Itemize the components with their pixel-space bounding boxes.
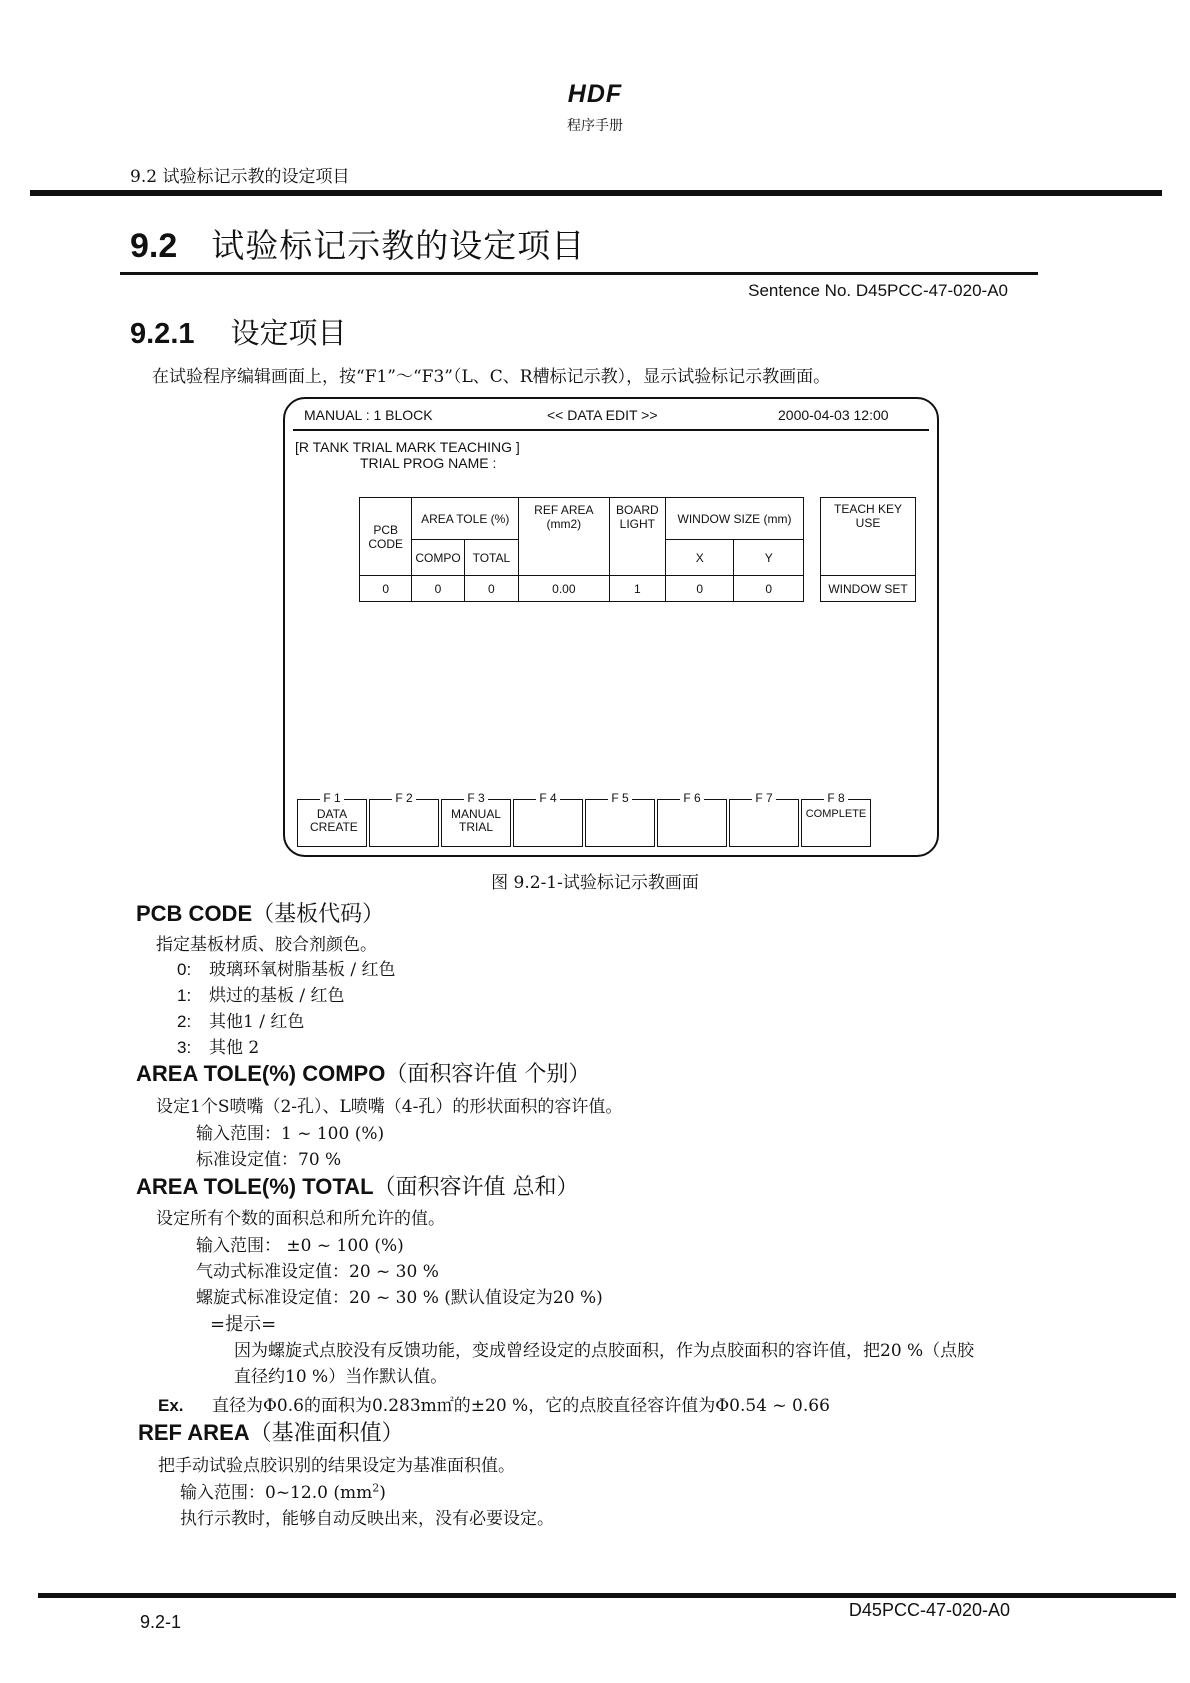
ref-area-range-sup: 2 [372,1481,380,1495]
example-line [158,1391,830,1416]
header-teach-key-use: TEACH KEY USE [821,498,916,576]
compo-heading [136,1057,590,1088]
f1-function-label: DATA CREATE [310,807,358,834]
f4-button[interactable] [513,791,583,847]
ref-area-range-text: 输入范围：0~12.0 (mm [180,1483,373,1503]
hint-line-2: 直径约10 %）当作默认值。 [234,1367,448,1387]
intro-text: 在试验程序编辑画面上，按“F1”～“F3”（L、C、R槽标记示教），显示试验标记示教画面。 [152,367,831,387]
compo-heading-en: AREA TOLE(%) COMPO [136,1061,386,1086]
figure-caption: 图 9.2-1-试验标记示教画面 [491,873,699,893]
total-desc: 设定所有个数的面积总和所允许的值。 [156,1209,445,1229]
hint-line-1: 因为螺旋式点胶没有反馈功能，变成曾经设定的点胶面积，作为点胶面积的容许值，把20 %（点胶 [234,1341,975,1361]
value-compo[interactable]: 0 [412,576,464,602]
header-pcb-code: PCB CODE [360,498,412,576]
f5-button[interactable] [585,791,655,847]
section-title: 试验标记示教的设定项目 [211,226,586,265]
header-compo: COMPO [412,540,464,576]
header-board-light: BOARD LIGHT [609,498,665,576]
ref-area-desc: 把手动试验点胶识别的结果设定为基准面积值。 [158,1456,515,1476]
pcb-code-heading-en: PCB CODE [136,901,253,926]
section-rule [120,272,1038,275]
value-ref-area[interactable]: 0.00 [519,576,610,602]
footer-rule [38,1593,1176,1598]
ref-area-note: 执行示教时，能够自动反映出来，没有必要设定。 [180,1509,554,1529]
teaching-screen [283,397,939,857]
compo-heading-zh: （面积容许值 个别） [385,1062,591,1087]
pcb-code-item-num: 1: [177,986,192,1005]
f8-key-label: F 8 [824,791,847,805]
total-heading [136,1170,579,1201]
pcb-code-desc: 指定基板材质、胶合剂颜色。 [156,935,377,955]
example-label: Ex. [158,1396,184,1415]
screen-mode: MANUAL : 1 BLOCK [304,407,433,423]
header-window-size: WINDOW SIZE (mm) [666,498,804,540]
hint-title: =提示= [210,1314,277,1335]
section-number: 9.2 [130,227,178,265]
pcb-code-item [177,955,396,980]
total-range: 输入范围： ±0 ~ 100 (%) [196,1236,404,1256]
pcb-code-item [177,1007,304,1032]
total-air-standard: 气动式标准设定值：20 ~ 30 % [196,1262,439,1282]
value-total[interactable]: 0 [464,576,518,602]
header-y: Y [734,540,804,576]
header-rule [30,190,1162,196]
ref-area-range-close: ) [379,1483,386,1503]
value-window-y[interactable]: 0 [734,576,804,602]
page-number: 9.2-1 [140,1612,182,1632]
section-heading [130,220,585,267]
pcb-code-item [177,1033,259,1058]
f6-button[interactable] [657,791,727,847]
f6-key-label: F 6 [680,791,703,805]
total-heading-zh: （面积容许值 总和） [373,1175,579,1200]
pcb-code-item-num: 3: [177,1038,192,1057]
f1-data-create-button[interactable] [297,791,367,847]
ref-area-heading-en: REF AREA [138,1420,250,1445]
header-area-tole: AREA TOLE (%) [412,498,519,540]
example-text: 直径为Φ0.6的面积为0.283m㎡的±20 %，它的点胶直径容许值为Φ0.54 ~ 0.66 [212,1396,830,1416]
teach-key-table [820,497,916,602]
compo-standard: 标准设定值：70 % [196,1150,342,1170]
brand-logo: HDF [567,80,623,108]
pcb-code-item-text: 玻璃环氧树脂基板 / 红色 [209,960,396,980]
pcb-code-item [177,981,345,1006]
f7-button[interactable] [729,791,799,847]
f2-button[interactable] [369,791,439,847]
pcb-code-item-text: 其他 2 [209,1038,260,1058]
f8-function-label: COMPLETE [805,808,867,820]
f2-key-label: F 2 [392,791,415,805]
f8-complete-button[interactable] [801,791,871,847]
window-set-button[interactable]: WINDOW SET [821,576,916,602]
f7-key-label: F 7 [752,791,775,805]
header-ref-area: REF AREA (mm2) [519,498,610,576]
ref-area-heading [138,1416,404,1447]
f3-manual-trial-button[interactable] [441,791,511,847]
sentence-number: Sentence No. D45PCC-47-020-A0 [748,281,1008,300]
pcb-code-heading [136,897,384,928]
header-x: X [666,540,734,576]
subsection-number: 9.2.1 [130,318,195,350]
value-window-x[interactable]: 0 [666,576,734,602]
value-pcb-code[interactable]: 0 [360,576,412,602]
pcb-code-item-text: 其他1 / 红色 [209,1012,305,1032]
screen-title: << DATA EDIT >> [547,407,658,423]
trial-prog-name-label: TRIAL PROG NAME : [360,455,497,471]
f4-key-label: F 4 [536,791,559,805]
settings-table [359,497,804,602]
compo-desc: 设定1个S喷嘴（2-孔）、L喷嘴（4-孔）的形状面积的容许值。 [156,1097,623,1117]
screen-datetime: 2000-04-03 12:00 [778,407,889,423]
f3-function-label: MANUAL TRIAL [450,807,501,834]
pcb-code-item-text: 烘过的基板 / 红色 [209,986,345,1006]
subsection-title: 设定项目 [230,316,347,350]
running-title: 9.2 试验标记示教的设定项目 [130,167,350,187]
pcb-code-heading-zh: （基板代码） [252,902,385,927]
value-board-light[interactable]: 1 [609,576,665,602]
f3-key-label: F 3 [464,791,487,805]
header-total: TOTAL [464,540,518,576]
total-screw-standard: 螺旋式标准设定值：20 ~ 30 % (默认值设定为20 %) [196,1288,603,1308]
f1-key-label: F 1 [320,791,343,805]
ref-area-range [180,1478,386,1503]
compo-range: 输入范围：1 ~ 100 (%) [196,1124,385,1144]
screen-header-rule [293,429,929,431]
manual-title: 程序手册 [567,118,623,134]
pcb-code-item-num: 0: [177,960,192,979]
ref-area-heading-zh: （基准面积值） [249,1421,404,1446]
document-number: D45PCC-47-020-A0 [848,1600,1010,1620]
subsection-heading [130,311,347,352]
screen-page-title: [R TANK TRIAL MARK TEACHING ] [295,439,520,455]
pcb-code-item-num: 2: [177,1012,192,1031]
total-heading-en: AREA TOLE(%) TOTAL [136,1174,374,1199]
f5-key-label: F 5 [608,791,631,805]
